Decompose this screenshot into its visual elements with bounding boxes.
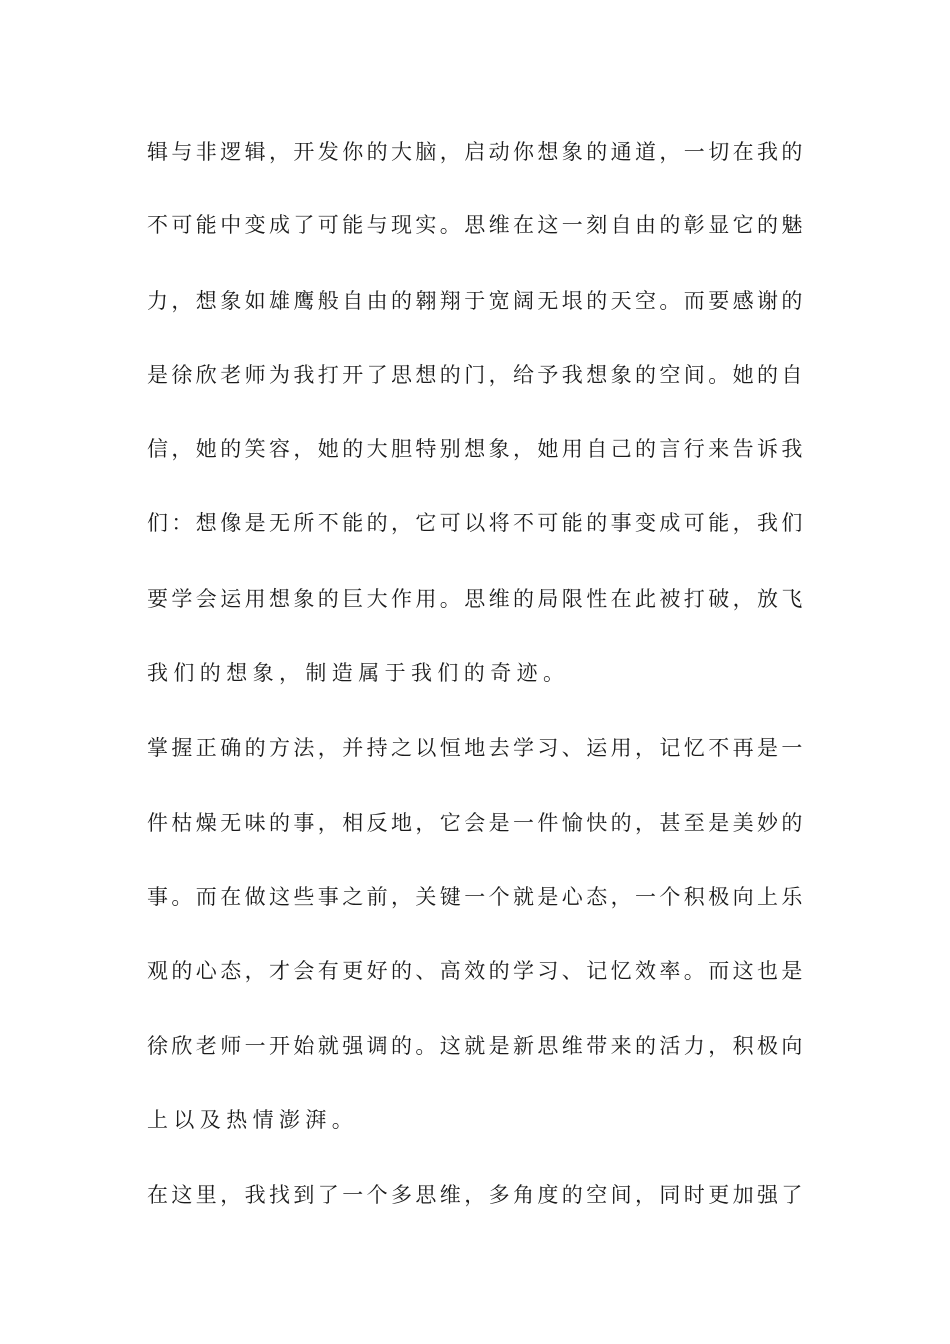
text-line: 信，她的笑容，她的大胆特别想象，她用自己的言行来告诉我 — [147, 437, 806, 461]
text-line: 要学会运用想象的巨大作用。思维的局限性在此被打破，放飞 — [147, 587, 806, 611]
text-line: 在这里，我找到了一个多思维，多角度的空间，同时更加强了 — [147, 1183, 806, 1207]
text-line: 观的心态，才会有更好的、高效的学习、记忆效率。而这也是 — [147, 959, 806, 983]
text-line: 上以及热情澎湃。 — [147, 1108, 359, 1132]
text-line: 力，想象如雄鹰般自由的翱翔于宽阔无垠的天空。而要感谢的 — [147, 289, 806, 313]
text-line: 是徐欣老师为我打开了思想的门，给予我想象的空间。她的自 — [147, 363, 806, 387]
text-line: 事。而在做这些事之前，关键一个就是心态，一个积极向上乐 — [147, 885, 806, 909]
text-line: 件枯燥无味的事，相反地，它会是一件愉快的，甚至是美妙的 — [147, 811, 806, 835]
text-line: 我们的想象，制造属于我们的奇迹。 — [147, 661, 570, 685]
text-line: 不可能中变成了可能与现实。思维在这一刻自由的彰显它的魅 — [147, 213, 806, 237]
text-line: 辑与非逻辑，开发你的大脑，启动你想象的通道，一切在我的 — [147, 140, 806, 164]
text-line: 们：想像是无所不能的，它可以将不可能的事变成可能，我们 — [147, 511, 806, 535]
text-line: 掌握正确的方法，并持之以恒地去学习、运用，记忆不再是一 — [147, 736, 806, 760]
text-line: 徐欣老师一开始就强调的。这就是新思维带来的活力，积极向 — [147, 1034, 806, 1058]
